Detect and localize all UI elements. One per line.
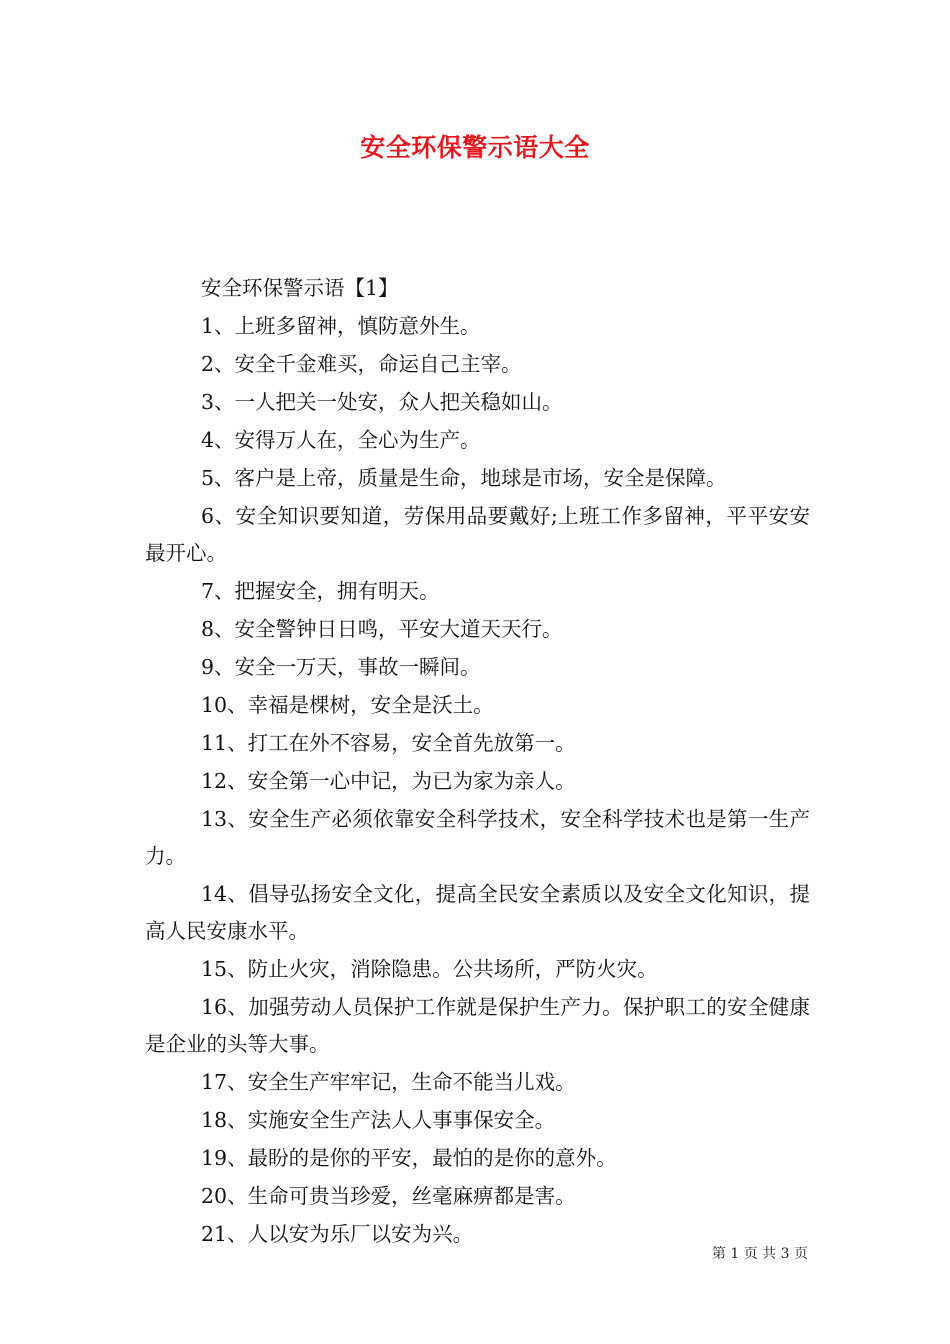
list-item: 12、安全第一心中记，为已为家为亲人。 bbox=[201, 769, 576, 793]
list-item: 3、一人把关一处安，众人把关稳如山。 bbox=[201, 390, 563, 414]
list-item: 16、加强劳动人员保护工作就是保护生产力。保护职工的安全健康是企业的头等大事。 bbox=[145, 995, 810, 1056]
list-item: 18、实施安全生产法人人事事保安全。 bbox=[201, 1108, 556, 1132]
list-item: 2、安全千金难买，命运自己主宰。 bbox=[201, 352, 522, 376]
list-item: 14、倡导弘扬安全文化，提高全民安全素质以及安全文化知识，提高人民安康水平。 bbox=[145, 882, 810, 943]
list-item: 20、生命可贵当珍爱，丝毫麻痹都是害。 bbox=[201, 1184, 576, 1208]
list-item: 15、防止火灾，消除隐患。公共场所，严防火灾。 bbox=[201, 957, 658, 981]
list-item: 8、安全警钟日日鸣，平安大道天天行。 bbox=[201, 617, 563, 641]
list-item: 13、安全生产必须依靠安全科学技术，安全科学技术也是第一生产力。 bbox=[145, 807, 810, 868]
document-title: 安全环保警示语大全 bbox=[360, 133, 590, 162]
page-number: 第 1 页 共 3 页 bbox=[711, 1246, 808, 1262]
list-item: 6、安全知识要知道，劳保用品要戴好;上班工作多留神，平平安安最开心。 bbox=[145, 504, 810, 565]
list-item: 21、人以安为乐厂以安为兴。 bbox=[201, 1222, 474, 1246]
list-item: 17、安全生产牢牢记，生命不能当儿戏。 bbox=[201, 1070, 576, 1094]
list-item: 5、客户是上帝，质量是生命，地球是市场，安全是保障。 bbox=[201, 466, 727, 490]
document-body bbox=[145, 270, 810, 1254]
list-item: 4、安得万人在，全心为生产。 bbox=[201, 428, 481, 452]
section-heading: 安全环保警示语【1】 bbox=[201, 276, 399, 300]
list-item: 19、最盼的是你的平安，最怕的是你的意外。 bbox=[201, 1146, 617, 1170]
list-item: 7、把握安全，拥有明天。 bbox=[201, 579, 440, 603]
list-item: 11、打工在外不容易，安全首先放第一。 bbox=[201, 731, 576, 755]
list-item: 10、幸福是棵树，安全是沃土。 bbox=[201, 693, 494, 717]
list-item: 9、安全一万天，事故一瞬间。 bbox=[201, 655, 481, 679]
list-item: 1、上班多留神，慎防意外生。 bbox=[201, 314, 481, 338]
